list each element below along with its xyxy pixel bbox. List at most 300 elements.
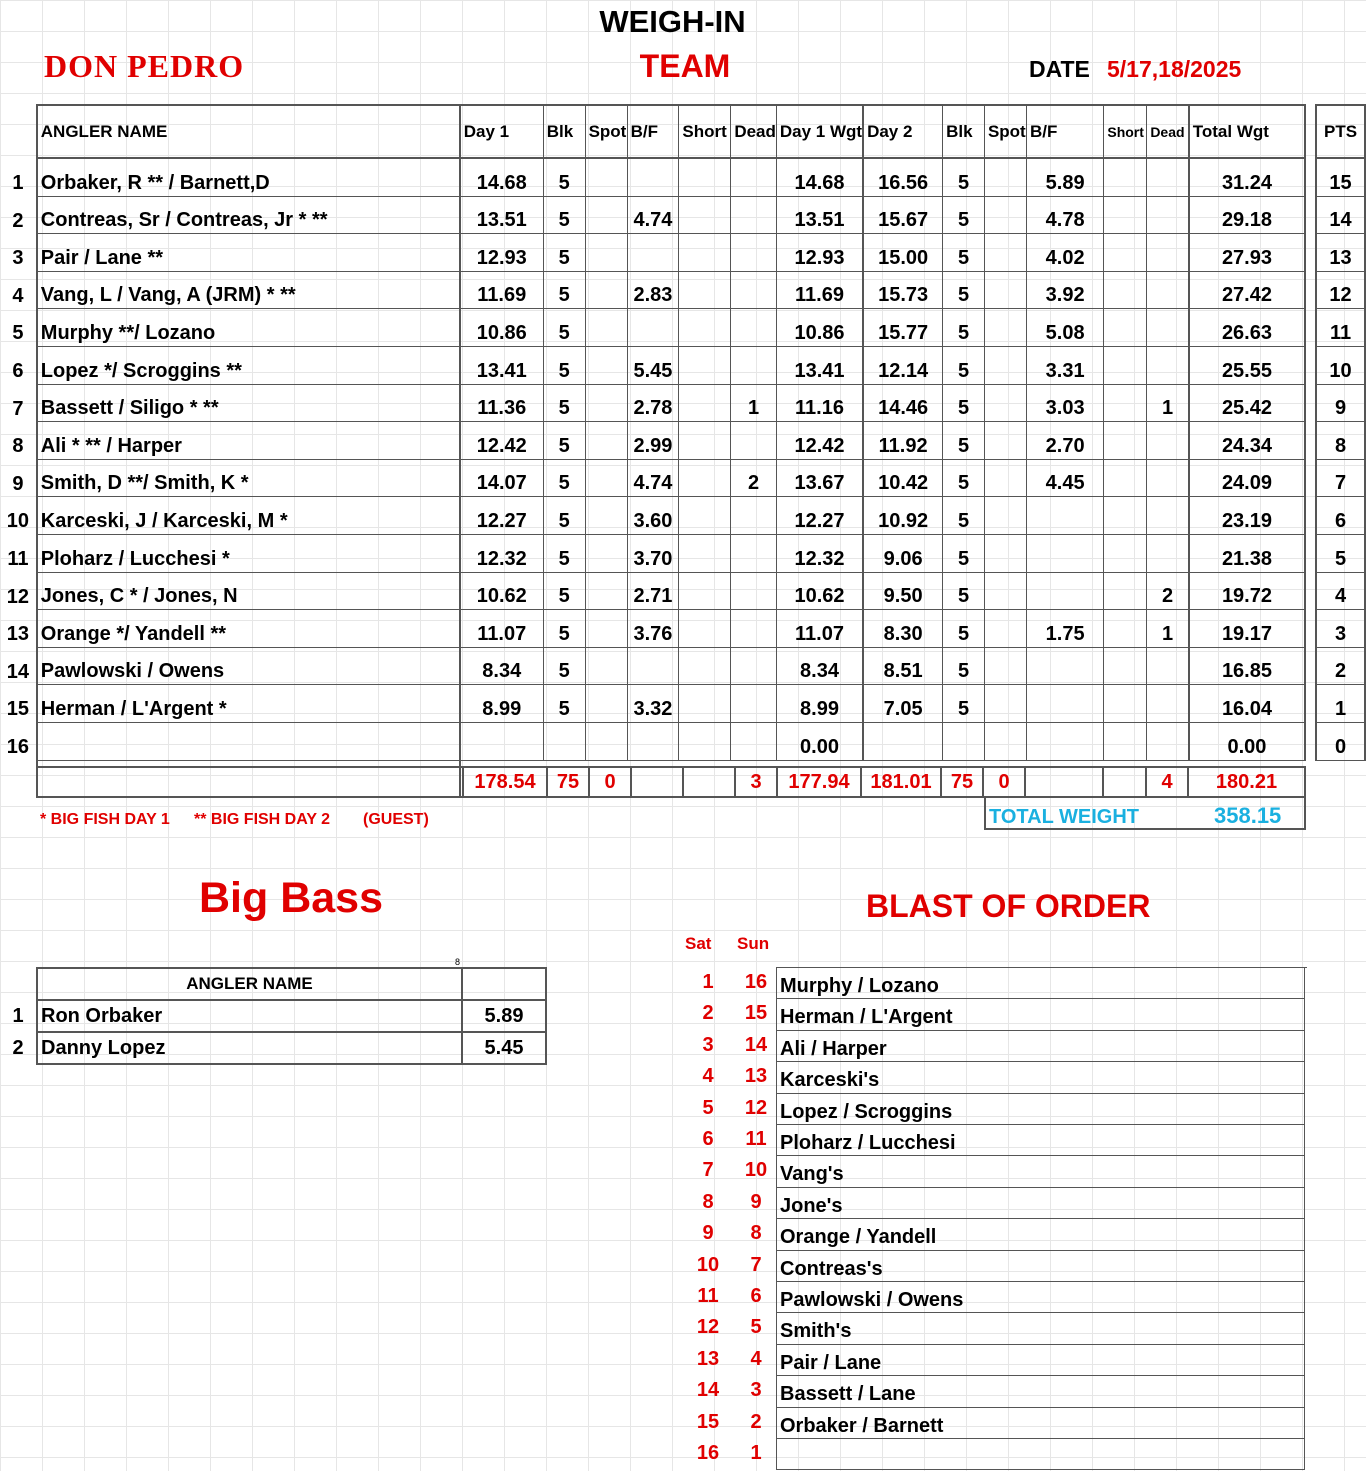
day1-wgt-value: 12.32 bbox=[776, 534, 863, 572]
bf2-value bbox=[1026, 722, 1103, 760]
blk1-value: 5 bbox=[543, 610, 585, 648]
spot2-value bbox=[984, 497, 1026, 535]
blast-team: Murphy / Lozano bbox=[776, 968, 1305, 999]
blast-team: Orange / Yandell bbox=[776, 1219, 1305, 1250]
points-value: 14 bbox=[1316, 196, 1365, 234]
total-weight-label: TOTAL WEIGHT bbox=[989, 806, 1139, 828]
blast-team bbox=[776, 1439, 1305, 1470]
results-table bbox=[0, 104, 1366, 797]
bf2-value: 3.31 bbox=[1026, 346, 1103, 384]
col-day1-wgt: Day 1 Wgt bbox=[776, 105, 863, 158]
short1-value bbox=[679, 647, 731, 685]
dead1-value: 1 bbox=[731, 384, 777, 422]
col-bf2: B/F bbox=[1026, 105, 1103, 158]
col-total-wgt: Total Wgt bbox=[1189, 105, 1305, 158]
spacer-cell bbox=[1305, 497, 1316, 535]
totals-row bbox=[37, 767, 1305, 797]
total-day1-wgt: 177.94 bbox=[777, 767, 861, 797]
dead1-value bbox=[731, 497, 777, 535]
total-weight-cell: 26.63 bbox=[1189, 309, 1305, 347]
day1-wgt-value: 13.67 bbox=[776, 459, 863, 497]
blast-team: Ali / Harper bbox=[776, 1031, 1305, 1062]
blast-row bbox=[682, 968, 1307, 999]
spot2-value bbox=[984, 610, 1026, 648]
total-bf2 bbox=[1025, 767, 1103, 797]
spacer-cell bbox=[1305, 234, 1316, 272]
blast-row bbox=[682, 1062, 1307, 1093]
spot2-value bbox=[984, 534, 1026, 572]
points-value: 12 bbox=[1316, 271, 1365, 309]
sun-order: 14 bbox=[744, 1033, 768, 1056]
points-value: 7 bbox=[1316, 459, 1365, 497]
short1-value bbox=[679, 309, 731, 347]
total-dead1: 3 bbox=[735, 767, 777, 797]
bf2-value: 4.78 bbox=[1026, 196, 1103, 234]
sat-order: 3 bbox=[702, 1033, 714, 1056]
spot1-value bbox=[585, 534, 627, 572]
sun-order: 1 bbox=[750, 1442, 762, 1464]
short2-value bbox=[1104, 234, 1147, 272]
blk1-value: 5 bbox=[543, 158, 585, 196]
blast-team: Contreas's bbox=[776, 1251, 1305, 1282]
col-dead1: Dead bbox=[731, 105, 777, 158]
col-spot2: Spot bbox=[984, 105, 1026, 158]
angler-name: Ali * ** / Harper bbox=[37, 422, 460, 460]
big-bass-angler: Ron Orbaker bbox=[37, 1000, 462, 1032]
spacer-cell bbox=[1305, 271, 1316, 309]
dead1-value bbox=[731, 271, 777, 309]
total-weight-cell: 27.93 bbox=[1189, 234, 1305, 272]
short2-value bbox=[1104, 534, 1147, 572]
dead2-value: 2 bbox=[1147, 572, 1189, 610]
big-bass-rank: 1 bbox=[12, 1004, 24, 1027]
col-pts: PTS bbox=[1316, 105, 1365, 158]
bf1-value: 3.32 bbox=[627, 685, 679, 723]
legend-big-fish-day1: * BIG FISH DAY 1 bbox=[40, 811, 170, 828]
row-number: 11 bbox=[7, 548, 29, 571]
table-row bbox=[0, 271, 1365, 309]
angler-name: Pawlowski / Owens bbox=[37, 647, 460, 685]
spacer-cell bbox=[1305, 384, 1316, 422]
day1-weight: 8.34 bbox=[460, 647, 544, 685]
dead1-value bbox=[731, 685, 777, 723]
spot1-value bbox=[585, 158, 627, 196]
blk2-value: 5 bbox=[943, 497, 985, 535]
sun-order: 16 bbox=[744, 971, 768, 993]
sun-order: 6 bbox=[750, 1285, 762, 1307]
total-weight-value: 358.15 bbox=[1214, 803, 1282, 828]
bf2-value: 5.08 bbox=[1026, 309, 1103, 347]
sun-order: 8 bbox=[750, 1222, 762, 1245]
blast-row bbox=[682, 1376, 1307, 1407]
blk1-value: 5 bbox=[543, 572, 585, 610]
day1-wgt-value: 12.27 bbox=[776, 497, 863, 535]
row-number: 1 bbox=[12, 172, 24, 195]
spot1-value bbox=[585, 459, 627, 497]
sun-order: 5 bbox=[750, 1316, 762, 1339]
points-value: 1 bbox=[1316, 685, 1365, 723]
day1-weight: 8.99 bbox=[460, 685, 544, 723]
blk1-value: 5 bbox=[543, 534, 585, 572]
day1-weight: 11.36 bbox=[460, 384, 544, 422]
total-dead2: 4 bbox=[1146, 767, 1188, 797]
short1-value bbox=[679, 271, 731, 309]
angler-name bbox=[37, 722, 460, 760]
blk2-value: 5 bbox=[943, 685, 985, 723]
blast-team: Herman / L'Argent bbox=[776, 999, 1305, 1030]
spot1-value bbox=[585, 234, 627, 272]
blast-row bbox=[682, 1125, 1307, 1156]
legend-guest: (GUEST) bbox=[363, 811, 429, 828]
dead1-value bbox=[731, 158, 777, 196]
day2-weight bbox=[863, 722, 943, 760]
bf2-value: 5.89 bbox=[1026, 158, 1103, 196]
day1-weight: 13.51 bbox=[460, 196, 544, 234]
bf2-value bbox=[1026, 572, 1103, 610]
dead2-value bbox=[1147, 196, 1189, 234]
dead2-value bbox=[1147, 647, 1189, 685]
blk2-value: 5 bbox=[943, 572, 985, 610]
blk1-value: 5 bbox=[543, 497, 585, 535]
spot2-value bbox=[984, 422, 1026, 460]
dead2-value bbox=[1147, 497, 1189, 535]
spot1-value bbox=[585, 722, 627, 760]
points-value: 15 bbox=[1316, 158, 1365, 196]
bf2-value: 3.03 bbox=[1026, 384, 1103, 422]
col-spot1: Spot bbox=[585, 105, 627, 158]
blast-team: Bassett / Lane bbox=[776, 1376, 1305, 1407]
sat-order: 4 bbox=[702, 1065, 714, 1088]
sat-order: 16 bbox=[696, 1442, 720, 1464]
table-row bbox=[0, 610, 1365, 648]
short1-value bbox=[679, 722, 731, 760]
bf2-value: 2.70 bbox=[1026, 422, 1103, 460]
big-bass-title: Big Bass bbox=[199, 874, 384, 922]
blk2-value: 5 bbox=[943, 610, 985, 648]
spacer-cell bbox=[1305, 158, 1316, 196]
dead1-value bbox=[731, 346, 777, 384]
bf1-value: 2.78 bbox=[627, 384, 679, 422]
total-short2 bbox=[1103, 767, 1146, 797]
blast-team: Ploharz / Lucchesi bbox=[776, 1125, 1305, 1156]
big-bass-table bbox=[0, 967, 547, 1065]
blk1-value: 5 bbox=[543, 309, 585, 347]
sun-order: 12 bbox=[744, 1096, 768, 1119]
blk2-value: 5 bbox=[943, 534, 985, 572]
sun-order: 3 bbox=[750, 1379, 762, 1402]
table-row bbox=[0, 572, 1365, 610]
bf1-value: 4.74 bbox=[627, 196, 679, 234]
row-number: 7 bbox=[12, 397, 24, 420]
short1-value bbox=[679, 610, 731, 648]
sun-order: 15 bbox=[744, 1002, 768, 1025]
spacer-cell bbox=[1305, 685, 1316, 723]
day1-weight: 13.41 bbox=[460, 346, 544, 384]
angler-name: Vang, L / Vang, A (JRM) * ** bbox=[37, 271, 460, 309]
blast-title: BLAST OF ORDER bbox=[866, 888, 1151, 924]
sat-order: 12 bbox=[696, 1316, 720, 1339]
spot2-value bbox=[984, 346, 1026, 384]
day1-wgt-value: 11.07 bbox=[776, 610, 863, 648]
day1-wgt-value: 11.69 bbox=[776, 271, 863, 309]
spot2-value bbox=[984, 271, 1026, 309]
day1-weight: 12.93 bbox=[460, 234, 544, 272]
col-bf1: B/F bbox=[627, 105, 679, 158]
dead1-value bbox=[731, 572, 777, 610]
totals-table bbox=[36, 766, 1306, 798]
day1-weight: 14.68 bbox=[460, 158, 544, 196]
short2-value bbox=[1104, 158, 1147, 196]
total-spot1: 0 bbox=[589, 767, 631, 797]
day1-wgt-value: 13.41 bbox=[776, 346, 863, 384]
spot1-value bbox=[585, 384, 627, 422]
blk1-value: 5 bbox=[543, 196, 585, 234]
row-number: 16 bbox=[6, 736, 30, 758]
blast-row bbox=[682, 1282, 1307, 1313]
blk1-value: 5 bbox=[543, 234, 585, 272]
big-bass-weight: 5.89 bbox=[462, 1000, 546, 1032]
spot1-value bbox=[585, 196, 627, 234]
sat-order: 11 bbox=[697, 1285, 719, 1307]
day1-wgt-value: 13.51 bbox=[776, 196, 863, 234]
day1-weight: 11.69 bbox=[460, 271, 544, 309]
sat-order: 1 bbox=[702, 971, 714, 993]
total-weight-cell: 16.04 bbox=[1189, 685, 1305, 723]
sat-order: 10 bbox=[696, 1253, 720, 1276]
short2-value bbox=[1104, 610, 1147, 648]
points-value: 6 bbox=[1316, 497, 1365, 535]
sat-order: 9 bbox=[702, 1222, 714, 1245]
spot1-value bbox=[585, 422, 627, 460]
bf1-value: 3.60 bbox=[627, 497, 679, 535]
table-row bbox=[0, 534, 1365, 572]
spot1-value bbox=[585, 610, 627, 648]
dead2-value bbox=[1147, 685, 1189, 723]
day1-wgt-value: 10.86 bbox=[776, 309, 863, 347]
total-day1: 178.54 bbox=[463, 767, 547, 797]
lake-name: DON PEDRO bbox=[44, 48, 245, 84]
row-number: 12 bbox=[6, 585, 30, 608]
col-day2: Day 2 bbox=[863, 105, 943, 158]
table-row bbox=[0, 497, 1365, 535]
day1-weight: 11.07 bbox=[460, 610, 544, 648]
row-number: 5 bbox=[12, 322, 24, 345]
sun-order: 2 bbox=[750, 1410, 762, 1433]
row-number: 14 bbox=[6, 660, 30, 683]
day2-weight: 11.92 bbox=[863, 422, 943, 460]
blk2-value bbox=[943, 722, 985, 760]
short1-value bbox=[679, 685, 731, 723]
row-number: 15 bbox=[6, 698, 30, 721]
dead2-value bbox=[1147, 722, 1189, 760]
tournament-type: TEAM bbox=[639, 48, 731, 84]
sun-order: 9 bbox=[750, 1190, 762, 1213]
day2-weight: 14.46 bbox=[863, 384, 943, 422]
blast-row bbox=[682, 1251, 1307, 1282]
total-weight-cell: 19.72 bbox=[1189, 572, 1305, 610]
bf1-value: 5.45 bbox=[627, 346, 679, 384]
day1-weight: 10.86 bbox=[460, 309, 544, 347]
points-value: 4 bbox=[1316, 572, 1365, 610]
blast-row bbox=[682, 1094, 1307, 1125]
dead1-value bbox=[731, 234, 777, 272]
spot1-value bbox=[585, 685, 627, 723]
blk2-value: 5 bbox=[943, 384, 985, 422]
total-weight-cell: 24.34 bbox=[1189, 422, 1305, 460]
day2-weight: 9.06 bbox=[863, 534, 943, 572]
col-blk1: Blk bbox=[543, 105, 585, 158]
blast-team: Orbaker / Barnett bbox=[776, 1408, 1305, 1439]
points-value: 3 bbox=[1316, 610, 1365, 648]
blast-team: Vang's bbox=[776, 1156, 1305, 1187]
table-row bbox=[0, 384, 1365, 422]
day2-weight: 8.51 bbox=[863, 647, 943, 685]
spacer-cell bbox=[1305, 346, 1316, 384]
sat-order: 8 bbox=[702, 1190, 714, 1213]
blk2-value: 5 bbox=[943, 459, 985, 497]
big-bass-weight: 5.45 bbox=[462, 1032, 546, 1064]
dead1-value bbox=[731, 647, 777, 685]
row-number: 10 bbox=[6, 510, 30, 533]
angler-name: Smith, D **/ Smith, K * bbox=[37, 459, 460, 497]
table-row bbox=[0, 346, 1365, 384]
bf1-value: 3.70 bbox=[627, 534, 679, 572]
spot2-value bbox=[984, 722, 1026, 760]
big-bass-col-name: ANGLER NAME bbox=[37, 968, 462, 1000]
table-row bbox=[0, 196, 1365, 234]
total-weight-cell: 23.19 bbox=[1189, 497, 1305, 535]
total-weight-cell: 27.42 bbox=[1189, 271, 1305, 309]
angler-name: Ploharz / Lucchesi * bbox=[37, 534, 460, 572]
bf2-value: 4.45 bbox=[1026, 459, 1103, 497]
angler-name: Pair / Lane ** bbox=[37, 234, 460, 272]
day1-wgt-value: 10.62 bbox=[776, 572, 863, 610]
day1-wgt-value: 11.16 bbox=[776, 384, 863, 422]
dead2-value bbox=[1147, 234, 1189, 272]
points-value: 8 bbox=[1316, 422, 1365, 460]
day1-weight: 12.32 bbox=[460, 534, 544, 572]
spacer-cell bbox=[1305, 459, 1316, 497]
table-row bbox=[0, 459, 1365, 497]
big-bass-row bbox=[0, 1032, 546, 1064]
spot2-value bbox=[984, 459, 1026, 497]
bf2-value bbox=[1026, 534, 1103, 572]
sun-order: 10 bbox=[744, 1159, 768, 1182]
blast-row bbox=[682, 999, 1307, 1030]
day1-weight: 12.27 bbox=[460, 497, 544, 535]
col-blk2: Blk bbox=[943, 105, 985, 158]
blast-row bbox=[682, 1219, 1307, 1250]
big-bass-row bbox=[0, 1000, 546, 1032]
day1-weight: 14.07 bbox=[460, 459, 544, 497]
spacer-cell bbox=[1305, 722, 1316, 760]
table-row bbox=[0, 309, 1365, 347]
blk1-value: 5 bbox=[543, 346, 585, 384]
table-row bbox=[0, 234, 1365, 272]
angler-name: Murphy **/ Lozano bbox=[37, 309, 460, 347]
short2-value bbox=[1104, 572, 1147, 610]
spot1-value bbox=[585, 309, 627, 347]
blk1-value bbox=[543, 722, 585, 760]
spot2-value bbox=[984, 572, 1026, 610]
blk1-value: 5 bbox=[543, 422, 585, 460]
day1-wgt-value: 12.42 bbox=[776, 422, 863, 460]
day1-weight: 10.62 bbox=[460, 572, 544, 610]
row-number: 8 bbox=[12, 435, 24, 458]
short2-value bbox=[1104, 459, 1147, 497]
dead1-value bbox=[731, 422, 777, 460]
blast-team: Pawlowski / Owens bbox=[776, 1282, 1305, 1313]
spacer-cell bbox=[1305, 196, 1316, 234]
spot1-value bbox=[585, 346, 627, 384]
bf1-value: 2.99 bbox=[627, 422, 679, 460]
row-number: 4 bbox=[12, 284, 24, 307]
angler-name: Contreas, Sr / Contreas, Jr * ** bbox=[37, 196, 460, 234]
dead1-value: 2 bbox=[731, 459, 777, 497]
spot2-value bbox=[984, 196, 1026, 234]
blast-row bbox=[682, 1156, 1307, 1187]
sat-order: 6 bbox=[702, 1128, 714, 1150]
spot1-value bbox=[585, 647, 627, 685]
spot2-value bbox=[984, 158, 1026, 196]
blk1-value: 5 bbox=[543, 271, 585, 309]
sun-order: 7 bbox=[750, 1253, 762, 1276]
spot2-value bbox=[984, 647, 1026, 685]
short1-value bbox=[679, 459, 731, 497]
bf2-value bbox=[1026, 647, 1103, 685]
row-number: 6 bbox=[12, 360, 24, 383]
day2-weight: 9.50 bbox=[863, 572, 943, 610]
bf1-value bbox=[627, 722, 679, 760]
points-value: 2 bbox=[1316, 647, 1365, 685]
total-weight-cell: 19.17 bbox=[1189, 610, 1305, 648]
blk2-value: 5 bbox=[943, 346, 985, 384]
angler-name: Orbaker, R ** / Barnett,D bbox=[37, 158, 460, 196]
short2-value bbox=[1104, 422, 1147, 460]
spacer-cell bbox=[1305, 572, 1316, 610]
short2-value bbox=[1104, 497, 1147, 535]
spot1-value bbox=[585, 572, 627, 610]
angler-name: Herman / L'Argent * bbox=[37, 685, 460, 723]
bf2-value: 3.92 bbox=[1026, 271, 1103, 309]
angler-name: Orange */ Yandell ** bbox=[37, 610, 460, 648]
dead2-value bbox=[1147, 271, 1189, 309]
total-weight-cell: 24.09 bbox=[1189, 459, 1305, 497]
spot2-value bbox=[984, 309, 1026, 347]
row-number: 9 bbox=[12, 472, 24, 495]
dead1-value bbox=[731, 610, 777, 648]
dead1-value bbox=[731, 196, 777, 234]
date-label: DATE bbox=[1029, 56, 1090, 82]
dead2-value bbox=[1147, 346, 1189, 384]
blk2-value: 5 bbox=[943, 647, 985, 685]
total-weight-box bbox=[984, 798, 1306, 830]
total-short1 bbox=[683, 767, 735, 797]
points-value: 0 bbox=[1316, 722, 1365, 760]
blk1-value: 5 bbox=[543, 384, 585, 422]
bf1-value: 3.76 bbox=[627, 610, 679, 648]
row-number: 2 bbox=[12, 209, 24, 232]
dead2-value bbox=[1147, 534, 1189, 572]
spot2-value bbox=[984, 685, 1026, 723]
spacer-cell bbox=[1305, 309, 1316, 347]
angler-name: Lopez */ Scroggins ** bbox=[37, 346, 460, 384]
spot2-value bbox=[984, 384, 1026, 422]
spacer-cell bbox=[1305, 647, 1316, 685]
day1-wgt-value: 0.00 bbox=[776, 722, 863, 760]
table-row bbox=[0, 722, 1365, 760]
sun-order: 13 bbox=[744, 1065, 768, 1088]
